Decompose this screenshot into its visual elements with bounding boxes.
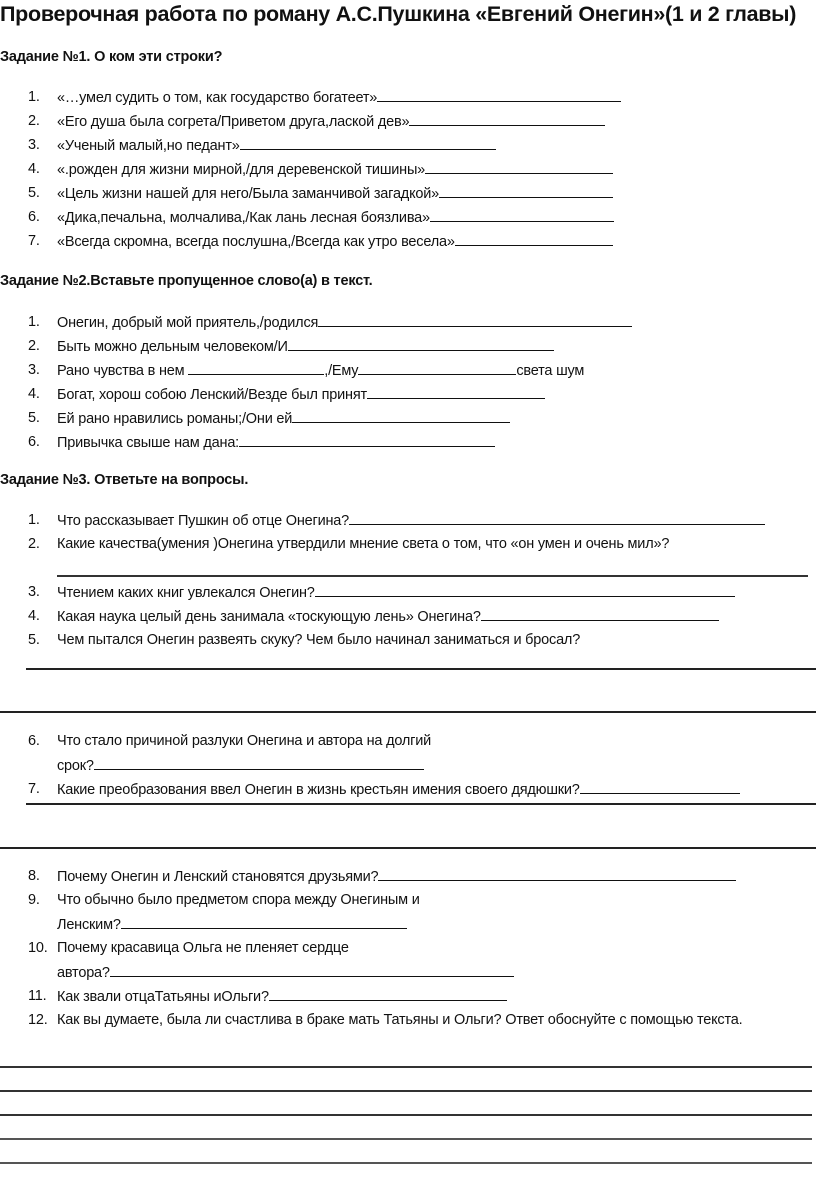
answer-blank[interactable] (349, 510, 765, 525)
item-text: Онегин, добрый мой приятель,/родился (57, 315, 319, 331)
answer-blank[interactable] (94, 755, 424, 770)
answer-blank[interactable] (455, 231, 613, 246)
item-number: 11. (28, 988, 47, 1004)
task1-heading: Задание №1. О ком эти строки? (0, 49, 223, 65)
item-text-cont: автора? (57, 965, 110, 981)
item-number: 1. (28, 314, 40, 330)
answer-blank[interactable] (481, 606, 719, 621)
answer-blank[interactable] (239, 432, 495, 447)
item-text-cont: срок? (57, 758, 94, 774)
answer-blank[interactable] (409, 111, 605, 126)
item-text: Почему красавица Ольга не пленяет сердце (57, 940, 349, 956)
item-text: Что стало причиной разлуки Онегина и автора на долгий (57, 733, 432, 749)
item-text: Чтением каких книг увлекался Онегин? (57, 585, 315, 601)
answer-line[interactable] (0, 1114, 812, 1116)
item-text-cont: Ленским? (57, 917, 121, 933)
item-number: 6. (28, 209, 40, 225)
answer-blank[interactable] (430, 207, 614, 222)
answer-blank[interactable] (425, 159, 613, 174)
item-number: 3. (28, 362, 40, 378)
item-text: Чем пытался Онегин развеять скуку? Чем было начинал заниматься и бросал? (57, 632, 581, 648)
item-text-b: ,/Ему (324, 363, 359, 379)
item-number: 9. (28, 892, 40, 908)
item-text: Привычка свыше нам дана: (57, 435, 240, 451)
item-number: 8. (28, 868, 40, 884)
item-number: 2. (28, 338, 40, 354)
item-text: Что рассказывает Пушкин об отце Онегина? (57, 513, 350, 529)
item-number: 10. (28, 940, 48, 956)
item-number: 4. (28, 386, 40, 402)
item-text: «Ученый малый,но педант» (57, 138, 240, 154)
answer-blank[interactable] (240, 135, 496, 150)
answer-line[interactable] (57, 575, 808, 577)
page-title: Проверочная работа по роману А.С.Пушкина «Евгений Онегин»(1 и 2 главы) (0, 2, 797, 26)
answer-blank[interactable] (580, 779, 740, 794)
item-number: 4. (28, 161, 40, 177)
item-text: Какие преобразования ввел Онегин в жизнь крестьян имения своего дядюшки? (57, 782, 580, 798)
item-number: 6. (28, 733, 40, 749)
item-text: «Дика,печальна, молчалива,/Как лань лесная боязлива» (57, 210, 430, 226)
item-number: 7. (28, 233, 40, 249)
answer-blank[interactable] (188, 360, 324, 375)
item-text-a: Рано чувства в нем (57, 363, 189, 379)
answer-blank[interactable] (269, 986, 507, 1001)
task3-heading: Задание №3. Ответьте на вопросы. (0, 472, 249, 488)
item-text: Какая наука целый день занимала «тоскующую лень» Онегина? (57, 609, 481, 625)
item-number: 7. (28, 781, 40, 797)
answer-blank[interactable] (110, 962, 514, 977)
item-text: Почему Онегин и Ленский становятся друзьями? (57, 869, 379, 885)
item-number: 5. (28, 185, 40, 201)
item-text: Богат, хорош собою Ленский/Везде был принят (57, 387, 367, 403)
item-number: 1. (28, 89, 40, 105)
answer-blank[interactable] (439, 183, 613, 198)
item-number: 12. (28, 1012, 48, 1028)
answer-blank[interactable] (292, 408, 510, 423)
item-number: 5. (28, 410, 40, 426)
answer-line[interactable] (0, 1162, 812, 1164)
answer-line[interactable] (26, 803, 816, 805)
item-text: «.рожден для жизни мирной,/для деревенской тишины» (57, 162, 426, 178)
item-text: «Его душа была согрета/Приветом друга,лаской дев» (57, 114, 410, 130)
answer-blank[interactable] (288, 336, 554, 351)
answer-blank[interactable] (378, 866, 736, 881)
item-text: «Цель жизни нашей для него/Была заманчивой загадкой» (57, 186, 440, 202)
answer-line[interactable] (0, 1090, 812, 1092)
item-text: Быть можно дельным человеком/И (57, 339, 288, 355)
item-number: 4. (28, 608, 40, 624)
item-text-c: света шум (516, 363, 585, 379)
item-number: 3. (28, 584, 40, 600)
item-text: Как вы думаете, была ли счастлива в браке мать Татьяны и Ольги? Ответ обоснуйте с помощью текста. (57, 1012, 743, 1028)
answer-blank[interactable] (318, 312, 632, 327)
answer-line[interactable] (26, 668, 816, 670)
answer-blank[interactable] (315, 582, 735, 597)
answer-line[interactable] (0, 711, 816, 713)
task2-heading: Задание №2.Вставьте пропущенное слово(а) в текст. (0, 273, 373, 289)
item-number: 6. (28, 434, 40, 450)
answer-blank[interactable] (367, 384, 545, 399)
item-number: 5. (28, 632, 40, 648)
item-text: «Всегда скромна, всегда послушна,/Всегда как утро весела» (57, 234, 455, 250)
item-number: 3. (28, 137, 40, 153)
answer-line[interactable] (0, 1138, 812, 1140)
item-text: Что обычно было предметом спора между Онегиным и (57, 892, 420, 908)
item-number: 2. (28, 113, 40, 129)
item-text: Какие качества(умения )Онегина утвердили мнение света о том, что «он умен и очень мил»? (57, 536, 670, 552)
item-text: Как звали отцаТатьяны иОльги? (57, 989, 269, 1005)
answer-line[interactable] (0, 847, 816, 849)
item-text: «…умел судить о том, как государство богатеет» (57, 90, 378, 106)
item-number: 1. (28, 512, 40, 528)
item-text: Ей рано нравились романы;/Они ей (57, 411, 293, 427)
answer-blank[interactable] (377, 87, 621, 102)
answer-blank[interactable] (358, 360, 516, 375)
answer-line[interactable] (0, 1066, 812, 1068)
answer-blank[interactable] (121, 914, 407, 929)
item-number: 2. (28, 536, 40, 552)
